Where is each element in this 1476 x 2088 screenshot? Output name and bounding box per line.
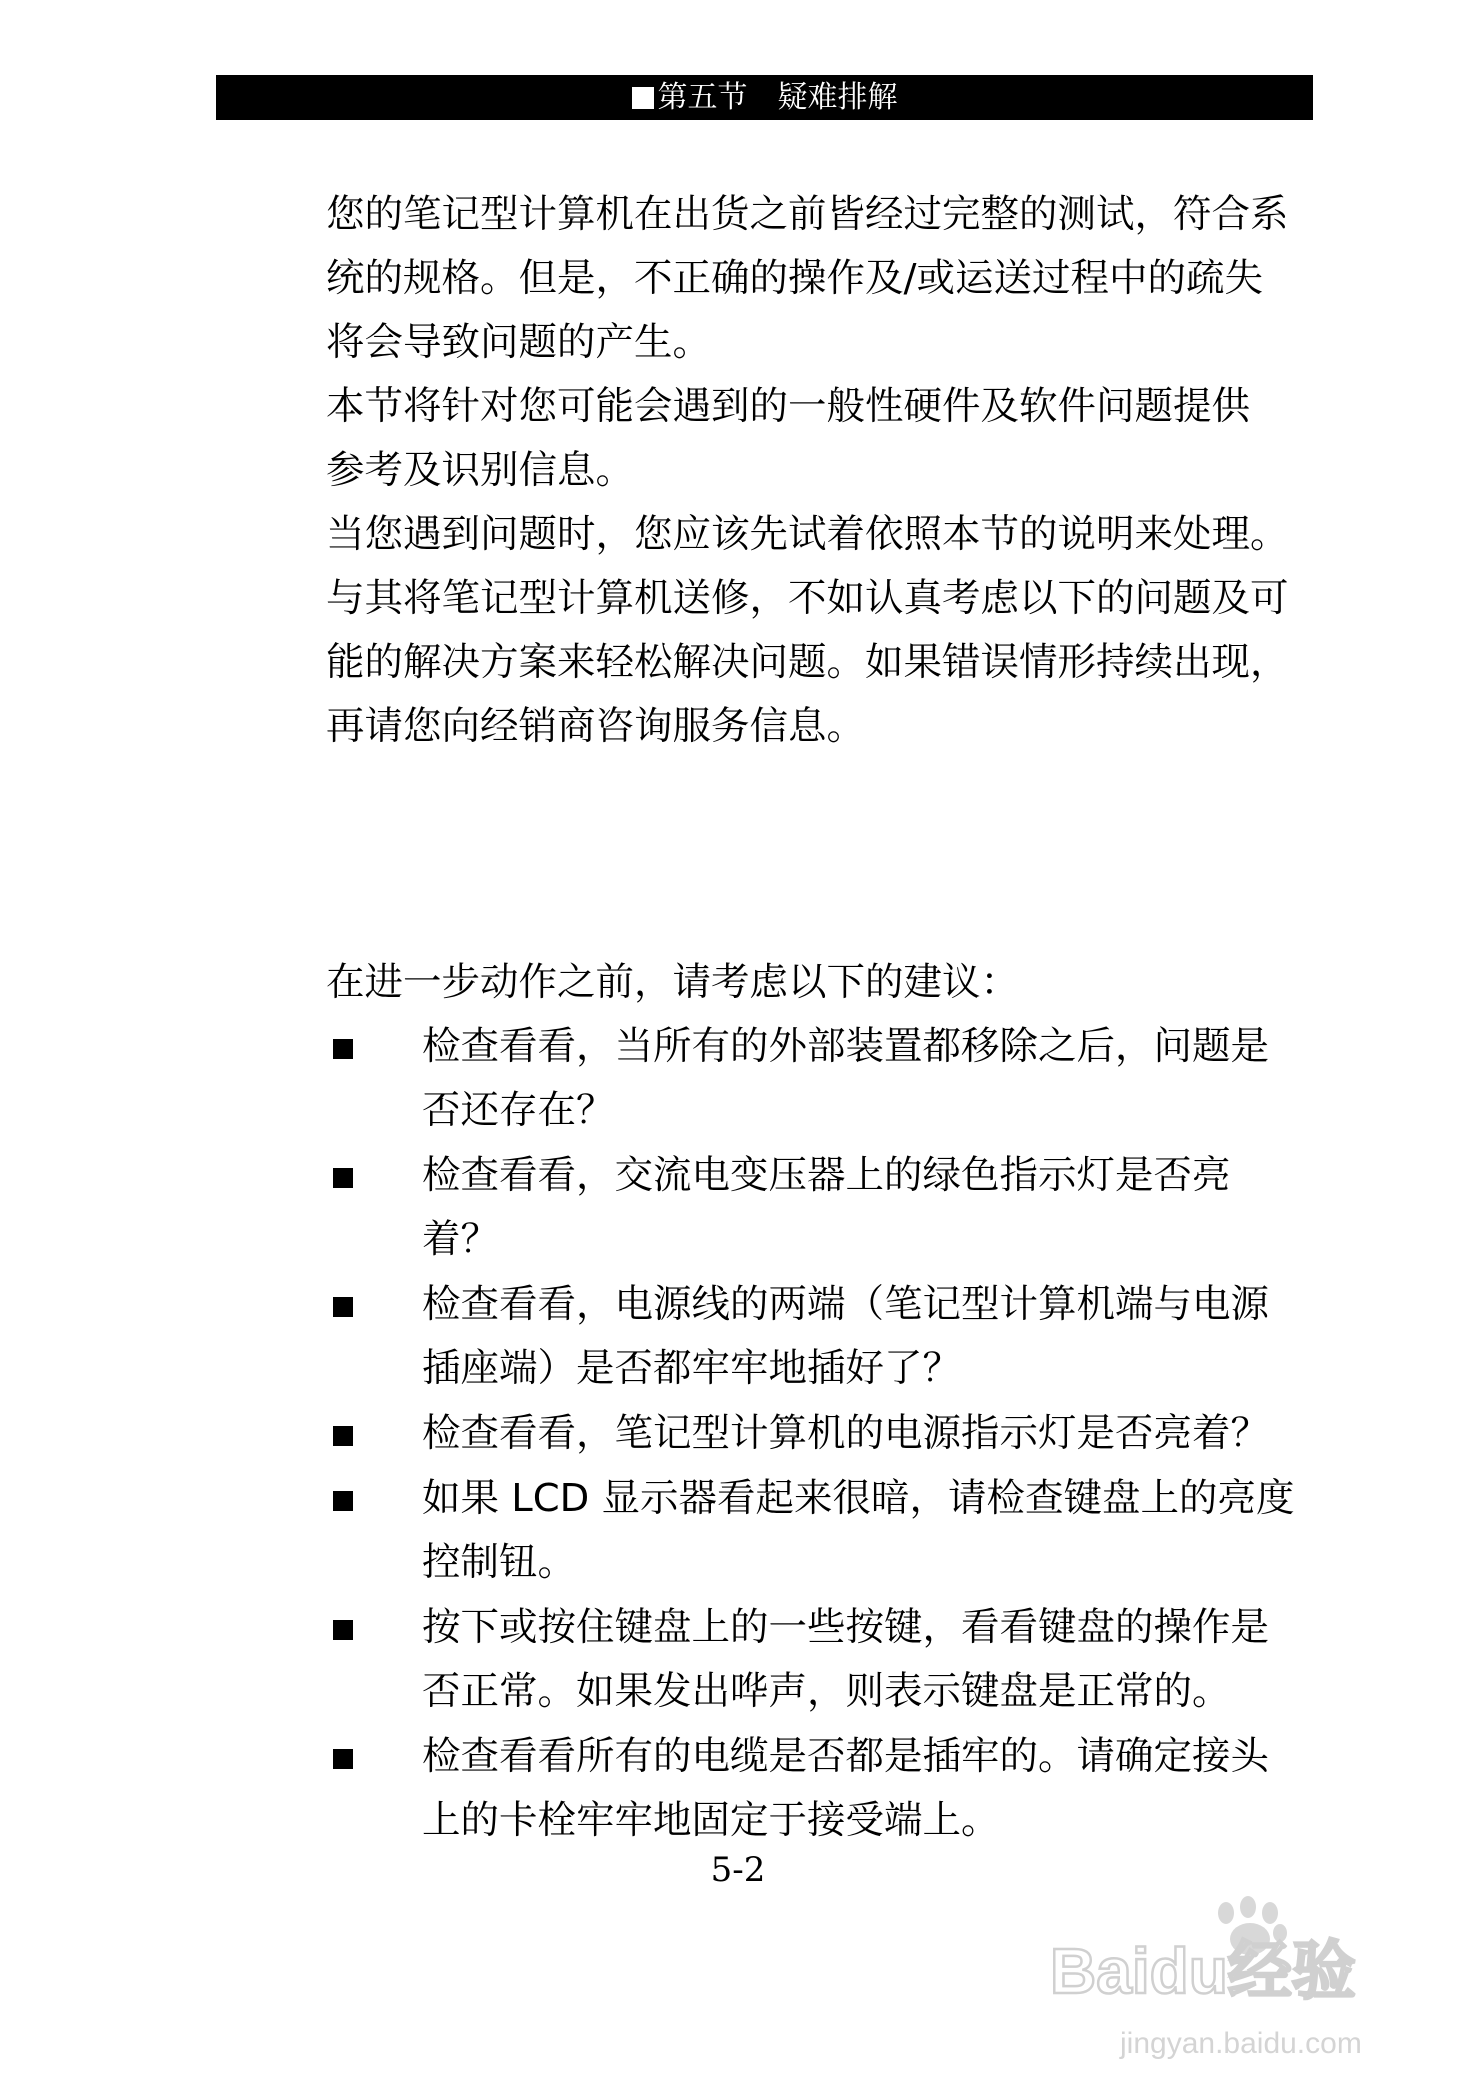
square-bullet-icon <box>333 1426 353 1446</box>
text-line: 否还存在？ <box>422 1088 615 1133</box>
text-line: 控制钮。 <box>422 1540 577 1585</box>
square-bullet-icon <box>632 87 654 109</box>
text-line: 按下或按住键盘上的一些按键，看看键盘的操作是 <box>422 1605 1270 1650</box>
text-line: 您的笔记型计算机在出货之前皆经过完整的测试，符合系 <box>326 192 1289 237</box>
suggestions-intro: 在进一步动作之前，请考虑以下的建议： <box>326 960 1020 1005</box>
text-line: 上的卡栓牢牢地固定于接受端上。 <box>422 1798 1000 1843</box>
text-line: 再请您向经销商咨询服务信息。 <box>326 704 866 749</box>
text-line: 检查看看，交流电变压器上的绿色指示灯是否亮 <box>422 1153 1231 1198</box>
text-line: 检查看看，笔记型计算机的电源指示灯是否亮着？ <box>422 1411 1270 1456</box>
list-item <box>326 1144 1326 1272</box>
square-bullet-icon <box>333 1620 353 1640</box>
text-line: 着？ <box>422 1217 500 1262</box>
intro-paragraph-2 <box>326 375 1316 503</box>
list-item <box>326 1596 1326 1724</box>
list-item <box>326 1725 1326 1853</box>
section-header-bar <box>216 75 1313 120</box>
list-item <box>326 1467 1326 1595</box>
intro-paragraph-1 <box>326 183 1316 375</box>
text-line: 插座端）是否都牢牢地插好了？ <box>422 1346 962 1391</box>
text-line: 统的规格。但是，不正确的操作及/或运送过程中的疏失 <box>326 256 1263 301</box>
text-line: 能的解决方案来轻松解决问题。如果错误情形持续出现， <box>326 640 1289 685</box>
text-line: 参考及识别信息。 <box>326 448 635 493</box>
text-line: 检查看看，电源线的两端（笔记型计算机端与电源 <box>422 1282 1270 1327</box>
watermark-brand: Baidu经验 <box>1050 1935 1356 2007</box>
baidu-jingyan-watermark <box>1040 1895 1400 2065</box>
square-bullet-icon <box>333 1749 353 1769</box>
list-item <box>326 1273 1326 1401</box>
square-bullet-icon <box>333 1491 353 1511</box>
list-item <box>326 1015 1326 1143</box>
section-title: 第五节 疑难排解 <box>657 80 898 115</box>
text-line: 将会导致问题的产生。 <box>326 320 712 365</box>
page-number: 5-2 <box>710 1850 766 1890</box>
square-bullet-icon <box>333 1297 353 1317</box>
text-line: 本节将针对您可能会遇到的一般性硬件及软件问题提供 <box>326 384 1251 429</box>
text-line: 当您遇到问题时，您应该先试着依照本节的说明来处理。 <box>326 512 1289 557</box>
text-line: 检查看看所有的电缆是否都是插牢的。请确定接头 <box>422 1734 1270 1779</box>
square-bullet-icon <box>333 1168 353 1188</box>
square-bullet-icon <box>333 1039 353 1059</box>
text-line: 与其将笔记型计算机送修，不如认真考虑以下的问题及可 <box>326 576 1289 621</box>
text-line: 检查看看，当所有的外部装置都移除之后，问题是 <box>422 1024 1270 1069</box>
watermark-url: jingyan.baidu.com <box>1120 2027 1362 2060</box>
suggestion-list <box>326 1015 1326 1854</box>
intro-paragraph-3 <box>326 503 1316 759</box>
text-line: 否正常。如果发出哗声，则表示键盘是正常的。 <box>422 1669 1231 1714</box>
text-line: 如果 LCD 显示器看起来很暗，请检查键盘上的亮度 <box>422 1476 1295 1521</box>
list-item <box>326 1402 1326 1466</box>
